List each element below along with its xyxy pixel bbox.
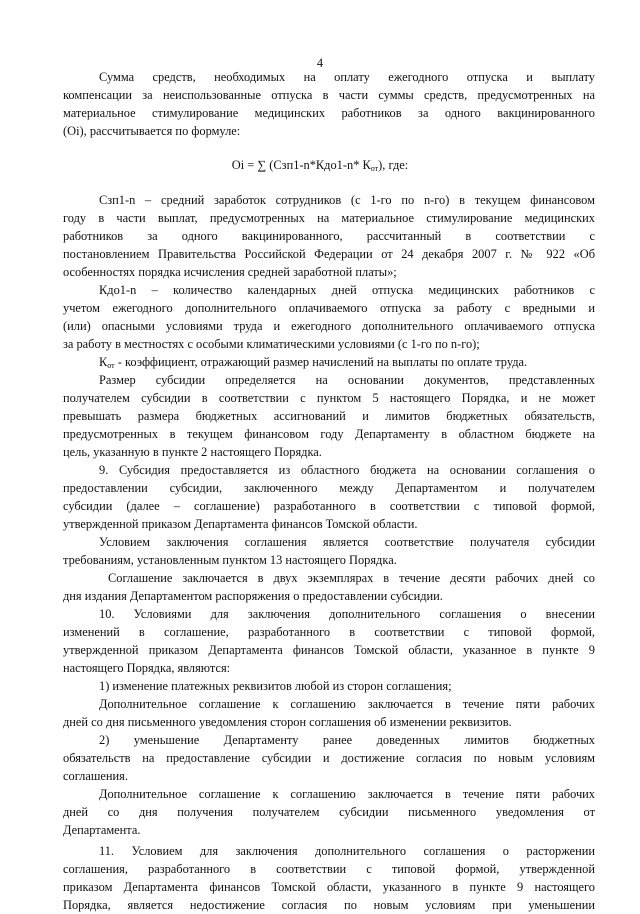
- paragraph-condition-line: Условием заключения соглашения является соответствие получателя субсидии: [99, 535, 595, 549]
- paragraph-intro-line: (Oi), рассчитывается по формуле:: [63, 124, 241, 138]
- paragraph-condition-line: требованиям, установленным пунктом 13 настоящего Порядка.: [63, 553, 397, 567]
- paragraph-subsidy-size-line: получателем субсидии в соответствии с пунктом 5 настоящего Порядка, и не может: [63, 391, 595, 405]
- paragraph-subsidy-size-line: превышать размера бюджетных ассигнований и лимитов бюджетных обязательств,: [63, 409, 595, 423]
- paragraph-item10-line: 10. Условиями для заключения дополнительного соглашения о внесении: [99, 607, 595, 621]
- paragraph-item9-line: предоставлении субсидии, заключенного между Департаментом и получателем: [63, 481, 595, 495]
- paragraph-item9-line: утвержденной приказом Департамента финансов Томской области.: [63, 517, 418, 531]
- paragraph-item11-line: приказом Департамента финансов Томской области, указанного в пункте 9 настоящего: [63, 880, 595, 894]
- paragraph-intro-line: Сумма средств, необходимых на оплату ежегодного отпуска и выплату: [99, 70, 595, 84]
- paragraph-item11-line: 11. Условием для заключения дополнительного соглашения о расторжении: [99, 844, 595, 858]
- formula-lhs: Oi = ∑ (Сзп1-n*Кдо1-n* К: [231, 158, 371, 172]
- definition-szp-line: году в части выплат, предусмотренных на материальное стимулирование медицинских: [63, 211, 595, 225]
- paragraph-addl-1-line: Дополнительное соглашение к соглашению заключается в течение пяти рабочих: [99, 697, 595, 711]
- kot-subscript: от: [107, 361, 115, 370]
- item10-subitem-2-line: соглашения.: [63, 769, 128, 783]
- definition-szp-line: постановлением Правительства Российской Федерации от 24 декабря 2007 г. № 922 «Об: [63, 247, 595, 261]
- paragraph-intro-line: материальное стимулирование медицинских работников за одного вакцинированного: [63, 106, 595, 120]
- formula-subscript: от: [370, 164, 379, 173]
- paragraph-item10-line: утвержденной приказом Департамента финансов Томской области, указанное в пункте 9: [63, 643, 595, 657]
- paragraph-subsidy-size-line: предусмотренных в текущем финансовом году Департаменту в областном бюджете на: [63, 427, 595, 441]
- definition-szp-line: работников за одного вакцинированного, рассчитанный в соответствии с: [63, 229, 595, 243]
- paragraph-item9-line: 9. Субсидия предоставляется из областного бюджета на основании соглашения о: [99, 463, 595, 477]
- paragraph-two-copies-line: дня издания Департаментом распоряжения о предоставлении субсидии.: [63, 589, 443, 603]
- item10-subitem-2-line: 2) уменьшение Департаменту ранее доведенных лимитов бюджетных: [99, 733, 595, 747]
- definition-szp-line: особенностях порядка исчисления средней заработной платы»;: [63, 265, 397, 279]
- kot-text: - коэффициент, отражающий размер начислений на выплаты по оплате труда.: [114, 355, 528, 369]
- paragraph-item11-line: Порядка, является недостижение согласия по новым условиям при уменьшении: [63, 898, 595, 912]
- definition-kot: [99, 354, 595, 371]
- paragraph-item10-line: настоящего Порядка, являются:: [63, 661, 231, 675]
- definition-kdo-line: (или) опасными условиями труда и ежегодного дополнительного оплачиваемого отпуска: [63, 319, 595, 333]
- paragraph-addl-2-line: дней со дня получения получателем субсидии письменного уведомления от: [63, 805, 595, 819]
- paragraph-addl-1-line: дней со дня письменного уведомления сторон соглашения об изменении реквизитов.: [63, 715, 512, 729]
- definition-kdo-line: учетом ежегодного дополнительного оплачиваемого отпуска за работу с вредными и: [63, 301, 595, 315]
- item10-subitem-1: 1) изменение платежных реквизитов любой из сторон соглашения;: [99, 679, 452, 693]
- paragraph-item11-line: соглашения, разработанного в соответствии с типовой формой, утвержденной: [63, 862, 595, 876]
- formula: [0, 158, 640, 173]
- kot-base: К: [99, 355, 108, 369]
- paragraph-item10-line: изменений в соглашение, разработанного в соответствии с типовой формой,: [63, 625, 595, 639]
- definition-szp-line: Сзп1-n – средний заработок сотрудников (с 1-го по n-го) в текущем финансовом: [99, 193, 595, 207]
- paragraph-two-copies-line: Соглашение заключается в двух экземплярах в течение десяти рабочих дней со: [108, 571, 595, 585]
- page-number: 4: [316, 56, 324, 70]
- definition-kdo-line: Кдо1-n – количество календарных дней отпуска медицинских работников с: [99, 283, 595, 297]
- formula-rhs: ), где:: [378, 158, 409, 172]
- paragraph-item9-line: субсидии (далее – соглашение) разработанного в соответствии с типовой формой,: [63, 499, 595, 513]
- paragraph-subsidy-size-line: цель, указанную в пункте 2 настоящего Порядка.: [63, 445, 322, 459]
- paragraph-subsidy-size-line: Размер субсидии определяется на основании документов, представленных: [99, 373, 595, 387]
- paragraph-addl-2-line: Департамента.: [63, 823, 141, 837]
- definition-kdo-line: за работу в местностях с особыми климатическими условиями (с 1-го по n-го);: [63, 337, 480, 351]
- item10-subitem-2-line: обязательств на предоставление субсидии и достижение согласия по новым условиям: [63, 751, 595, 765]
- paragraph-intro-line: компенсации за неиспользованные отпуска в части суммы средств, предусмотренных на: [63, 88, 595, 102]
- paragraph-addl-2-line: Дополнительное соглашение к соглашению заключается в течение пяти рабочих: [99, 787, 595, 801]
